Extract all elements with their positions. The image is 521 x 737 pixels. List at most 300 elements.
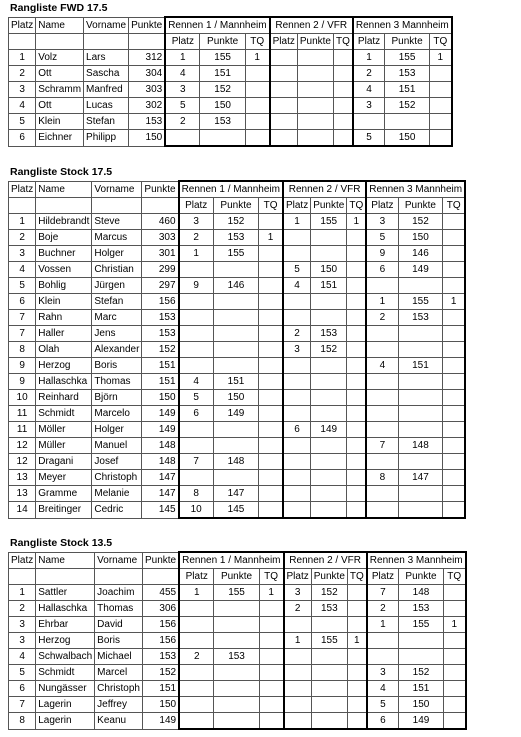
table-cell [259,438,283,454]
table-cell [214,713,259,730]
table-cell: 7 [179,454,214,470]
table-cell: 3 [283,342,311,358]
table-cell: 4 [179,374,214,390]
table-row [9,82,452,98]
table-cell: Keanu [95,713,143,730]
table-cell [347,374,366,390]
table-cell: Marcus [92,230,142,246]
table-cell [443,326,465,342]
table-cell [347,422,366,438]
table-cell: Christoph [95,681,143,697]
table-cell [179,342,214,358]
table-cell: Christian [92,262,142,278]
table-cell: Stefan [92,294,142,310]
table-row [9,66,452,82]
table-cell: Manuel [92,438,142,454]
table-cell: 151 [311,278,347,294]
header-row [9,17,452,34]
table-row [9,617,466,633]
table-cell: Lagerin [36,713,95,730]
table-cell [283,502,311,519]
table-cell: 5 [9,114,36,130]
empty-header-cell [36,569,95,585]
table-cell [443,230,465,246]
table-cell [270,50,298,66]
column-header-platz: Platz [9,552,36,569]
table-cell: Schwalbach [36,649,95,665]
table-cell [333,114,352,130]
column-header-name: Name [36,17,84,34]
table-cell [347,326,366,342]
table-cell [429,66,451,82]
table-cell: 155 [385,50,430,66]
table-cell: 2 [9,230,36,246]
column-header-race-3: Rennen 3 Mannheim [367,552,466,569]
table-cell [347,713,366,730]
column-header-punkte: Punkte [142,552,179,569]
table-cell: 153 [142,649,179,665]
table-row [9,470,466,486]
column-header-race-1: Rennen 1 / Mannheim [179,552,283,569]
table-cell: 155 [200,50,245,66]
table-row [9,454,466,470]
table-cell: Christoph [92,470,142,486]
table-cell [443,585,465,601]
table-cell: 149 [213,406,258,422]
table-cell [347,486,366,502]
table-cell: Herzog [36,358,92,374]
table-cell: 150 [129,130,166,147]
table-cell: 14 [9,502,36,519]
table-cell: 6 [179,406,214,422]
table-cell [311,406,347,422]
table-cell: 151 [142,358,179,374]
table-cell [214,697,259,713]
table-cell: Lucas [84,98,129,114]
table-cell [443,454,465,470]
table-cell [385,114,430,130]
table-cell: 153 [213,230,258,246]
table-cell [398,502,443,519]
subheader-platz: Platz [284,569,312,585]
table-cell [179,438,214,454]
table-cell [259,390,283,406]
table-cell: 8 [366,470,398,486]
table-cell [297,114,333,130]
table-cell: 1 [179,246,214,262]
table-cell [398,342,443,358]
table-cell: 153 [200,114,245,130]
table-cell [311,681,347,697]
subheader-row [9,569,466,585]
table-cell: 7 [367,585,399,601]
table-cell: 147 [142,486,179,502]
table-row [9,649,466,665]
table-row [9,342,466,358]
table-cell: 150 [385,130,430,147]
table-cell [311,246,347,262]
table-cell: 152 [399,665,444,681]
table-cell: Volz [36,50,84,66]
table-cell [214,601,259,617]
table-cell: 150 [311,262,347,278]
column-header-race-2: Rennen 2 / VFR [284,552,367,569]
table-cell [213,326,258,342]
table-cell: 2 [179,230,214,246]
table-cell: 299 [142,262,179,278]
table-cell: Breitinger [36,502,92,519]
table-cell [259,649,283,665]
table-cell: 4 [366,358,398,374]
table-cell: Dragani [36,454,92,470]
table-cell: Hallaschka [36,374,92,390]
table-cell [245,82,269,98]
table-cell: Olah [36,342,92,358]
table-cell [367,649,399,665]
table-cell: 2 [283,326,311,342]
table-cell: 1 [366,294,398,310]
table-cell [259,358,283,374]
table-cell: 2 [9,66,36,82]
table-cell: 153 [142,326,179,342]
table-cell: 8 [9,342,36,358]
table-row [9,98,452,114]
table-cell [443,246,465,262]
table-row [9,585,466,601]
table-cell [270,66,298,82]
table-cell: Schramm [36,82,84,98]
table-cell [270,114,298,130]
table-cell [333,50,352,66]
table-cell [297,50,333,66]
table-row [9,438,466,454]
table-cell: 3 [9,82,36,98]
table-row [9,358,466,374]
table-cell [259,310,283,326]
table-cell [259,681,283,697]
table-cell [259,454,283,470]
table-cell: 1 [245,50,269,66]
table-cell [245,130,269,147]
table-cell [213,470,258,486]
table-cell [213,294,258,310]
table-cell: Eichner [36,130,84,147]
table-cell: 6 [283,422,311,438]
table-cell: 10 [179,502,214,519]
table-cell [443,262,465,278]
empty-header-cell [95,569,143,585]
table-cell: Joachim [95,585,143,601]
table-cell [347,502,366,519]
table-row [9,214,466,230]
table-cell: 146 [213,278,258,294]
table-cell: Alexander [92,342,142,358]
column-header-vorname: Vorname [92,181,142,198]
table-cell: Boje [36,230,92,246]
table-cell [443,214,465,230]
table-cell: 155 [399,617,444,633]
table-cell [429,98,451,114]
subheader-punkte: Punkte [399,569,444,585]
table-row [9,326,466,342]
table-cell [245,98,269,114]
table-cell [179,617,214,633]
table-cell [333,130,352,147]
table-cell: 302 [129,98,166,114]
table-cell [245,114,269,130]
table-cell: 4 [165,66,200,82]
table-cell: 155 [213,246,258,262]
table-cell: Lars [84,50,129,66]
table-cell: 6 [9,681,36,697]
table-cell [283,246,311,262]
table-cell: 1 [429,50,451,66]
table-cell [347,454,366,470]
table-row [9,390,466,406]
table-cell [259,601,283,617]
table-cell [297,130,333,147]
table-cell [259,486,283,502]
table-cell: 304 [129,66,166,82]
table-row [9,633,466,649]
table-cell: Sascha [84,66,129,82]
table-cell [259,470,283,486]
table-cell: 152 [311,342,347,358]
table-cell: 1 [284,633,312,649]
table-cell: 149 [398,262,443,278]
table-cell [366,326,398,342]
table-cell: 153 [129,114,166,130]
subheader-punkte: Punkte [311,198,347,214]
table-cell [297,82,333,98]
table-cell: 149 [142,406,179,422]
table-cell [259,294,283,310]
table-cell [347,617,366,633]
column-header-race-1: Rennen 1 / Mannheim [165,17,269,34]
table-cell: Ott [36,98,84,114]
table-cell [398,486,443,502]
table-cell: 152 [311,585,347,601]
table-cell [283,374,311,390]
table-cell [179,665,214,681]
table-cell [347,585,366,601]
table-cell [333,66,352,82]
table-cell [311,502,347,519]
table-cell: 4 [9,649,36,665]
table-cell [259,214,283,230]
table-cell [311,310,347,326]
table-cell [259,326,283,342]
empty-header-cell [92,198,142,214]
subheader-tq: TQ [347,198,366,214]
table-cell [443,633,465,649]
table-cell [259,697,283,713]
table-cell: 1 [443,617,465,633]
table-cell: Michael [95,649,143,665]
table-cell: 1 [9,50,36,66]
table-cell [283,406,311,422]
table-cell: 1 [9,585,36,601]
table-cell [398,326,443,342]
table-row [9,130,452,147]
table-cell [443,278,465,294]
table-cell [311,665,347,681]
table-cell [311,454,347,470]
empty-header-cell [142,198,179,214]
table-cell: 148 [142,454,179,470]
subheader-row [9,198,466,214]
table-cell: Lagerin [36,697,95,713]
table-cell: 2 [179,649,214,665]
table-cell [367,633,399,649]
table-cell: Sattler [36,585,95,601]
table-cell: David [95,617,143,633]
subheader-row [9,34,452,50]
table-cell: 150 [213,390,258,406]
header-row [9,552,466,569]
subheader-tq: TQ [443,569,465,585]
table-row [9,114,452,130]
table-row [9,262,466,278]
table-cell: Reinhard [36,390,92,406]
table-cell: 303 [129,82,166,98]
table-cell [443,601,465,617]
table-cell [283,486,311,502]
column-header-race-3: Rennen 3 Mannheim [366,181,465,198]
table-row [9,294,466,310]
table-cell [179,470,214,486]
table-cell: 147 [398,470,443,486]
table-row [9,50,452,66]
table-cell [179,294,214,310]
table-cell [213,310,258,326]
table-cell [443,390,465,406]
ranking-table [8,180,466,519]
table-cell [398,406,443,422]
table-cell [347,438,366,454]
column-header-race-2: Rennen 2 / VFR [270,17,353,34]
table-cell: 301 [142,246,179,262]
table-cell [284,665,312,681]
table-cell [284,713,312,730]
table-row [9,422,466,438]
table-cell: Möller [36,422,92,438]
table-cell: Boris [92,358,142,374]
table-cell: 8 [9,713,36,730]
table-cell: 1 [367,617,399,633]
table-cell [347,470,366,486]
table-cell: 148 [213,454,258,470]
column-header-punkte: Punkte [142,181,179,198]
table-cell [179,633,214,649]
table-cell: 150 [142,390,179,406]
table-row [9,310,466,326]
table-cell [399,633,444,649]
table-cell [179,697,214,713]
table-row [9,697,466,713]
table-cell: 5 [367,697,399,713]
table-cell [214,665,259,681]
table-cell [311,374,347,390]
table-cell: 153 [142,310,179,326]
table-cell: 1 [9,214,36,230]
table-cell [398,374,443,390]
table-cell: 153 [385,66,430,82]
table-cell: 151 [142,681,179,697]
column-header-race-1: Rennen 1 / Mannheim [179,181,283,198]
table-cell [311,390,347,406]
table-cell: Jeffrey [95,697,143,713]
table-cell [283,294,311,310]
subheader-platz: Platz [270,34,298,50]
table-cell: 2 [366,310,398,326]
table-cell [366,422,398,438]
table-cell: 152 [142,342,179,358]
table-cell: 150 [142,697,179,713]
table-cell [270,82,298,98]
table-cell [443,406,465,422]
table-cell [347,697,366,713]
table-cell [429,114,451,130]
table-cell [245,66,269,82]
table-cell: Jens [92,326,142,342]
table-cell: Thomas [92,374,142,390]
table-cell [443,310,465,326]
table-cell: 11 [9,422,36,438]
table-cell: Jürgen [92,278,142,294]
subheader-platz: Platz [283,198,311,214]
table-cell: Ott [36,66,84,82]
table-cell: Philipp [84,130,129,147]
table-cell: 4 [353,82,385,98]
table-cell: 151 [385,82,430,98]
table-cell [270,130,298,147]
table-cell: 147 [213,486,258,502]
table-cell: 155 [311,633,347,649]
table-cell [311,617,347,633]
table-cell [443,502,465,519]
table-cell [347,649,366,665]
table-cell: 2 [353,66,385,82]
ranking-table [8,16,453,147]
table-cell: Manfred [84,82,129,98]
table-cell [259,406,283,422]
table-cell [347,294,366,310]
empty-header-cell [84,34,129,50]
table-cell: Stefan [84,114,129,130]
table-cell [443,665,465,681]
subheader-punkte: Punkte [214,569,259,585]
table-row [9,502,466,519]
table-cell: 6 [366,262,398,278]
table-cell: 153 [399,601,444,617]
table-cell: 12 [9,438,36,454]
table-cell [347,310,366,326]
table-cell: 13 [9,470,36,486]
table-cell: 148 [142,438,179,454]
table-cell [366,278,398,294]
subheader-platz: Platz [165,34,200,50]
table-cell: 3 [284,585,312,601]
table-cell [443,438,465,454]
table-cell: 4 [283,278,311,294]
table-cell: 153 [311,326,347,342]
table-cell: 151 [142,374,179,390]
table-cell: 153 [214,649,259,665]
table-cell: 13 [9,486,36,502]
table-cell [259,713,283,730]
ranking-table [8,551,467,730]
